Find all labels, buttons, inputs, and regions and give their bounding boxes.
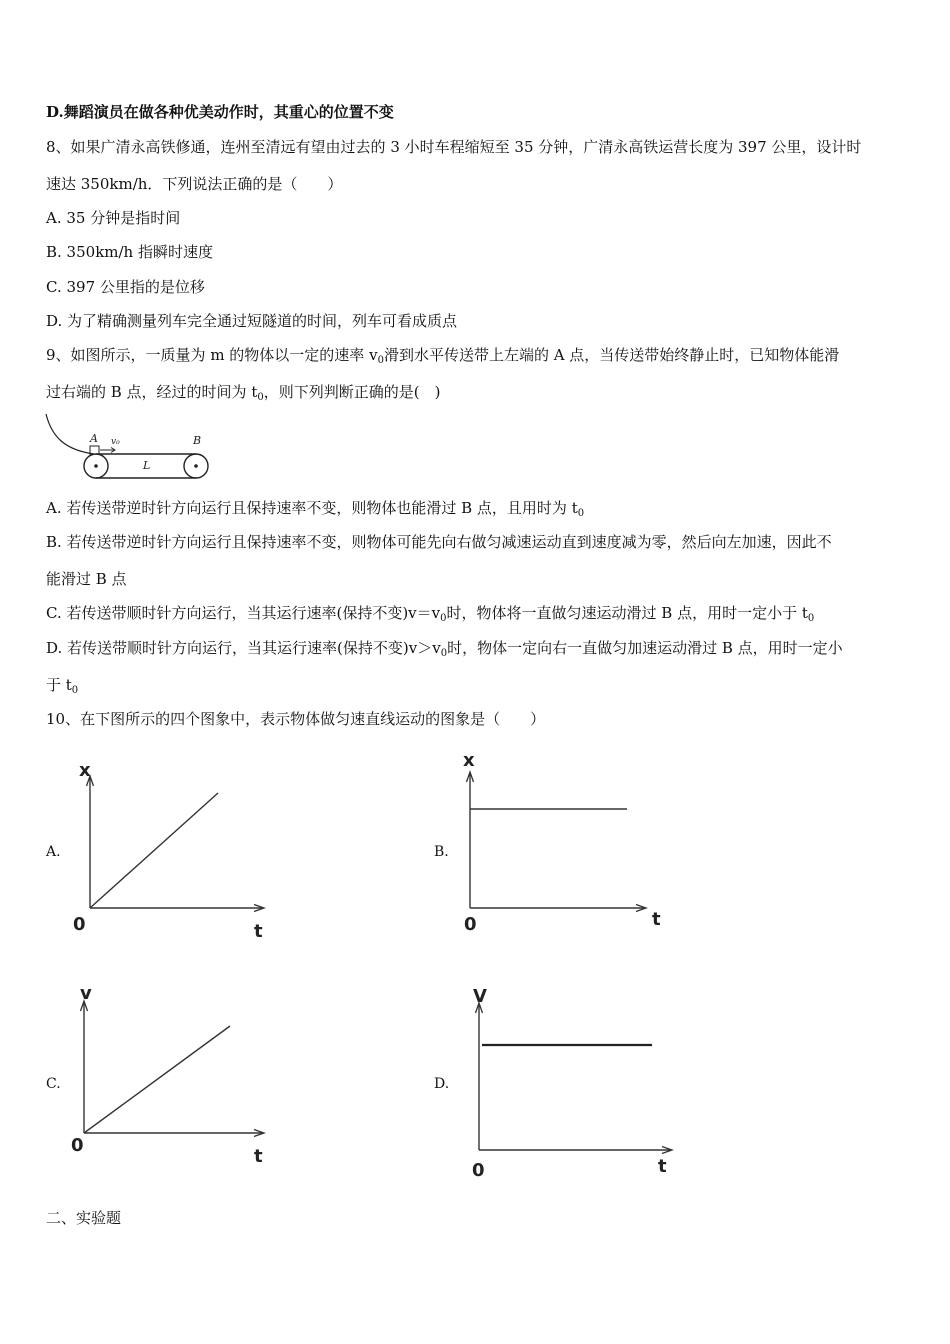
q7-option-d: D.舞蹈演员在做各种优美动作时，其重心的位置不变 bbox=[46, 103, 394, 121]
graph-d-letter: D. bbox=[434, 1076, 450, 1092]
q8-stem-line2: 速达 350km/h．下列说法正确的是（ ） bbox=[46, 175, 343, 193]
graph-d-ylabel: V bbox=[473, 986, 487, 1007]
graph-c-ylabel: v bbox=[80, 983, 92, 1004]
graph-d-origin: 0 bbox=[472, 1160, 485, 1181]
graph-c bbox=[66, 985, 276, 1167]
q9-option-a: A. 若传送带逆时针方向运行且保持速率不变，则物体也能滑过 B 点，且用时为 $t_0$ bbox=[46, 499, 585, 519]
v0-label: v₀ bbox=[111, 437, 120, 447]
curved-ramp bbox=[46, 414, 94, 454]
graph-a-ylabel: x bbox=[79, 760, 91, 781]
length-l-label: L bbox=[143, 459, 151, 472]
section-title: 二、实验题 bbox=[46, 1209, 122, 1227]
graph-a-letter: A. bbox=[46, 844, 61, 860]
q9-option-b-line1: B. 若传送带逆时针方向运行且保持速率不变，则物体可能先向右做匀减速运动直到速度减为零，然后向左加速，因此不 bbox=[46, 533, 832, 551]
graph-a-xlabel: t bbox=[254, 921, 263, 942]
q9-option-c: C. 若传送带顺时针方向运行，当其运行速率(保持不变)$v=v_0$时，物体将一直做匀速运动滑过 B 点，用时一定小于 $t_0$ bbox=[46, 604, 815, 624]
graph-c-origin: 0 bbox=[71, 1135, 84, 1156]
graph-a bbox=[70, 760, 270, 942]
graph-b-letter: B. bbox=[434, 844, 449, 860]
q8-option-b: B. 350km/h 指瞬时速度 bbox=[46, 243, 213, 261]
q8-stem-line1: 8、如果广清永高铁修通，连州至清远有望由过去的 3 小时车程缩短至 35 分钟，广清永高铁运营长度为 397 公里，设计时 bbox=[46, 138, 862, 156]
graph-a-curve bbox=[90, 793, 218, 908]
graph-b-xlabel: t bbox=[652, 909, 661, 930]
graph-d bbox=[462, 985, 682, 1180]
q8-option-a: A. 35 分钟是指时间 bbox=[46, 209, 181, 227]
graph-c-curve bbox=[84, 1026, 230, 1133]
graph-b-origin: 0 bbox=[464, 914, 477, 935]
graph-c-letter: C. bbox=[46, 1076, 61, 1092]
q8-option-d: D. 为了精确测量列车完全通过短隧道的时间，列车可看成质点 bbox=[46, 312, 458, 330]
q9-stem-line1: 9、如图所示，一质量为 m 的物体以一定的速率 $v_0$滑到水平传送带上左端的 A 点，当传送带始终静止时，已知物体能滑 bbox=[46, 346, 840, 366]
q9-option-b-line2: 能滑过 B 点 bbox=[46, 570, 127, 588]
block bbox=[90, 446, 99, 454]
graph-b-ylabel: x bbox=[463, 750, 475, 771]
q9-option-d-line2: 于 $t_0$ bbox=[46, 676, 79, 696]
conveyor-belt-figure bbox=[44, 412, 214, 484]
q9-option-d-line1: D. 若传送带顺时针方向运行，当其运行速率(保持不变)$v>v_0$时，物体一定向右一直做匀加速运动滑过 B 点，用时一定小 bbox=[46, 639, 843, 659]
graph-a-origin: 0 bbox=[73, 914, 86, 935]
graph-b bbox=[452, 752, 672, 934]
graph-d-xlabel: t bbox=[658, 1156, 667, 1177]
graph-c-xlabel: t bbox=[254, 1146, 263, 1167]
point-a-label: A bbox=[90, 432, 98, 445]
q10-stem: 10、在下图所示的四个图象中，表示物体做匀速直线运动的图象是（ ） bbox=[46, 710, 546, 728]
q9-stem-line2: 过右端的 B 点，经过的时间为 $t_0$，则下列判断正确的是( ) bbox=[46, 383, 441, 403]
q8-option-c: C. 397 公里指的是位移 bbox=[46, 278, 205, 296]
point-b-label: B bbox=[193, 434, 202, 447]
